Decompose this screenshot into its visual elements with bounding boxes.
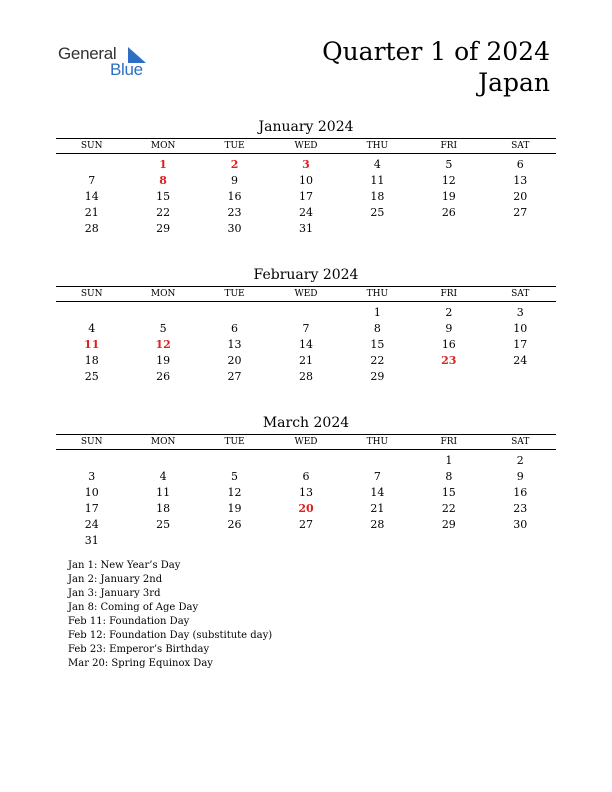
day-cell: 16: [227, 189, 242, 203]
day-grid: [56, 156, 556, 236]
day-cell: 21: [84, 205, 99, 219]
day-cell: 8: [373, 321, 381, 335]
month-february: [56, 265, 556, 384]
day-cell: 15: [370, 337, 385, 351]
day-cell: 6: [516, 157, 524, 171]
day-cell: 28: [298, 369, 313, 383]
day-grid: [56, 304, 556, 384]
weekday-label: MON: [150, 141, 176, 151]
day-cell: 30: [227, 221, 242, 235]
day-cell: 29: [156, 221, 171, 235]
weekday-label: FRI: [440, 437, 458, 447]
week-row: [56, 320, 556, 336]
day-cell: 5: [231, 469, 239, 483]
week-row: [56, 468, 556, 484]
day-cell: 12: [441, 173, 456, 187]
day-cell: 25: [156, 517, 171, 531]
weekday-header: [56, 434, 556, 450]
weekday-label: WED: [294, 289, 318, 299]
weekday-label: TUE: [224, 437, 245, 447]
day-cell: 8: [445, 469, 453, 483]
day-cell: 10: [513, 321, 528, 335]
day-cell: 3: [88, 469, 96, 483]
holiday-day-cell: 23: [441, 353, 457, 367]
month-title: February 2024: [253, 267, 359, 283]
weekday-label: MON: [150, 437, 176, 447]
day-cell: 23: [513, 501, 528, 515]
day-cell: 26: [156, 369, 171, 383]
week-row: [56, 188, 556, 204]
day-cell: 23: [227, 205, 242, 219]
day-cell: 11: [370, 173, 385, 187]
day-cell: 14: [84, 189, 99, 203]
title-country: Japan: [478, 68, 550, 97]
day-cell: 4: [373, 157, 381, 171]
day-cell: 28: [84, 221, 99, 235]
day-cell: 18: [84, 353, 99, 367]
day-cell: 9: [445, 321, 453, 335]
day-cell: 26: [227, 517, 242, 531]
day-cell: 17: [84, 501, 99, 515]
logo-general-text: General: [58, 44, 117, 63]
day-cell: 18: [370, 189, 385, 203]
weekday-label: SAT: [511, 289, 530, 299]
day-cell: 27: [227, 369, 242, 383]
day-cell: 29: [441, 517, 456, 531]
day-cell: 17: [513, 337, 528, 351]
day-cell: 25: [370, 205, 385, 219]
holiday-day-cell: 1: [159, 157, 167, 171]
weekday-label: TUE: [224, 289, 245, 299]
holiday-day-cell: 20: [298, 501, 314, 515]
weekday-label: SAT: [511, 141, 530, 151]
holiday-note: Jan 2: January 2nd: [68, 574, 163, 585]
holiday-note: Feb 23: Emperor’s Birthday: [68, 644, 210, 655]
logo-blue-text: Blue: [110, 60, 143, 79]
week-row: [56, 352, 556, 368]
day-cell: 31: [84, 533, 99, 547]
day-cell: 19: [441, 189, 456, 203]
holiday-notes: [68, 559, 272, 671]
day-cell: 20: [227, 353, 242, 367]
day-cell: 31: [298, 221, 313, 235]
day-cell: 16: [441, 337, 456, 351]
day-cell: 22: [156, 205, 171, 219]
day-cell: 3: [516, 305, 524, 319]
holiday-note: Feb 12: Foundation Day (substitute day): [68, 630, 273, 641]
day-cell: 24: [513, 353, 528, 367]
holiday-note: Mar 20: Spring Equinox Day: [68, 658, 213, 669]
day-cell: 10: [298, 173, 313, 187]
day-cell: 6: [302, 469, 310, 483]
weekday-label: SUN: [80, 141, 103, 151]
holiday-day-cell: 2: [230, 157, 239, 171]
holiday-day-cell: 11: [84, 337, 100, 351]
weekday-label: WED: [294, 141, 318, 151]
day-cell: 13: [227, 337, 242, 351]
day-cell: 19: [227, 501, 242, 515]
weekday-label: THU: [366, 141, 389, 151]
weekday-label: SUN: [80, 289, 103, 299]
day-cell: 22: [441, 501, 456, 515]
day-cell: 21: [298, 353, 313, 367]
month-march: [56, 413, 556, 548]
day-cell: 13: [513, 173, 528, 187]
holiday-note: Jan 3: January 3rd: [68, 588, 161, 599]
day-cell: 14: [298, 337, 313, 351]
day-cell: 6: [231, 321, 239, 335]
weekday-label: THU: [366, 437, 389, 447]
weekday-label: WED: [294, 437, 318, 447]
day-cell: 7: [302, 321, 310, 335]
weekday-label: TUE: [224, 141, 245, 151]
week-row: [56, 336, 556, 352]
day-cell: 2: [445, 305, 453, 319]
day-cell: 25: [84, 369, 99, 383]
weekday-label: THU: [366, 289, 389, 299]
week-row: [56, 452, 556, 468]
day-cell: 11: [156, 485, 171, 499]
day-cell: 21: [370, 501, 385, 515]
day-cell: 14: [370, 485, 385, 499]
day-cell: 10: [84, 485, 99, 499]
week-row: [56, 532, 556, 548]
day-cell: 17: [298, 189, 313, 203]
day-cell: 16: [513, 485, 528, 499]
day-cell: 12: [227, 485, 242, 499]
day-cell: 18: [156, 501, 171, 515]
holiday-day-cell: 8: [159, 173, 167, 187]
holiday-note: Feb 11: Foundation Day: [68, 616, 190, 627]
day-cell: 29: [370, 369, 385, 383]
day-cell: 7: [373, 469, 381, 483]
week-row: [56, 516, 556, 532]
day-cell: 1: [445, 453, 453, 467]
day-cell: 5: [159, 321, 167, 335]
week-row: [56, 156, 556, 172]
page-title: [322, 36, 550, 98]
day-cell: 24: [298, 205, 313, 219]
weekday-header: [56, 286, 556, 302]
day-cell: 13: [298, 485, 313, 499]
day-cell: 5: [445, 157, 453, 171]
holiday-day-cell: 12: [155, 337, 171, 351]
day-cell: 7: [88, 173, 96, 187]
week-row: [56, 368, 556, 384]
week-row: [56, 172, 556, 188]
week-row: [56, 304, 556, 320]
logo: [58, 44, 168, 84]
day-cell: 15: [156, 189, 171, 203]
day-cell: 30: [513, 517, 528, 531]
day-cell: 1: [373, 305, 381, 319]
title-quarter: Quarter 1 of 2024: [322, 37, 550, 66]
holiday-note: Jan 1: New Year’s Day: [68, 560, 181, 571]
month-january: [56, 117, 556, 236]
day-cell: 19: [156, 353, 171, 367]
day-cell: 28: [370, 517, 385, 531]
week-row: [56, 204, 556, 220]
day-cell: 15: [441, 485, 456, 499]
day-cell: 26: [441, 205, 456, 219]
weekday-label: FRI: [440, 289, 458, 299]
holiday-note: Jan 8: Coming of Age Day: [68, 602, 199, 613]
day-cell: 4: [88, 321, 96, 335]
week-row: [56, 220, 556, 236]
day-grid: [56, 452, 556, 548]
month-title: March 2024: [262, 415, 350, 431]
day-cell: 27: [513, 205, 528, 219]
day-cell: 4: [159, 469, 167, 483]
day-cell: 20: [513, 189, 528, 203]
weekday-label: SAT: [511, 437, 530, 447]
week-row: [56, 484, 556, 500]
day-cell: 24: [84, 517, 99, 531]
holiday-day-cell: 3: [302, 157, 310, 171]
day-cell: 9: [231, 173, 239, 187]
weekday-label: FRI: [440, 141, 458, 151]
day-cell: 2: [516, 453, 524, 467]
day-cell: 22: [370, 353, 385, 367]
weekday-header: [56, 138, 556, 154]
day-cell: 27: [298, 517, 313, 531]
weekday-label: MON: [150, 289, 176, 299]
month-title: January 2024: [258, 119, 354, 135]
week-row: [56, 500, 556, 516]
weekday-label: SUN: [80, 437, 103, 447]
day-cell: 9: [516, 469, 524, 483]
